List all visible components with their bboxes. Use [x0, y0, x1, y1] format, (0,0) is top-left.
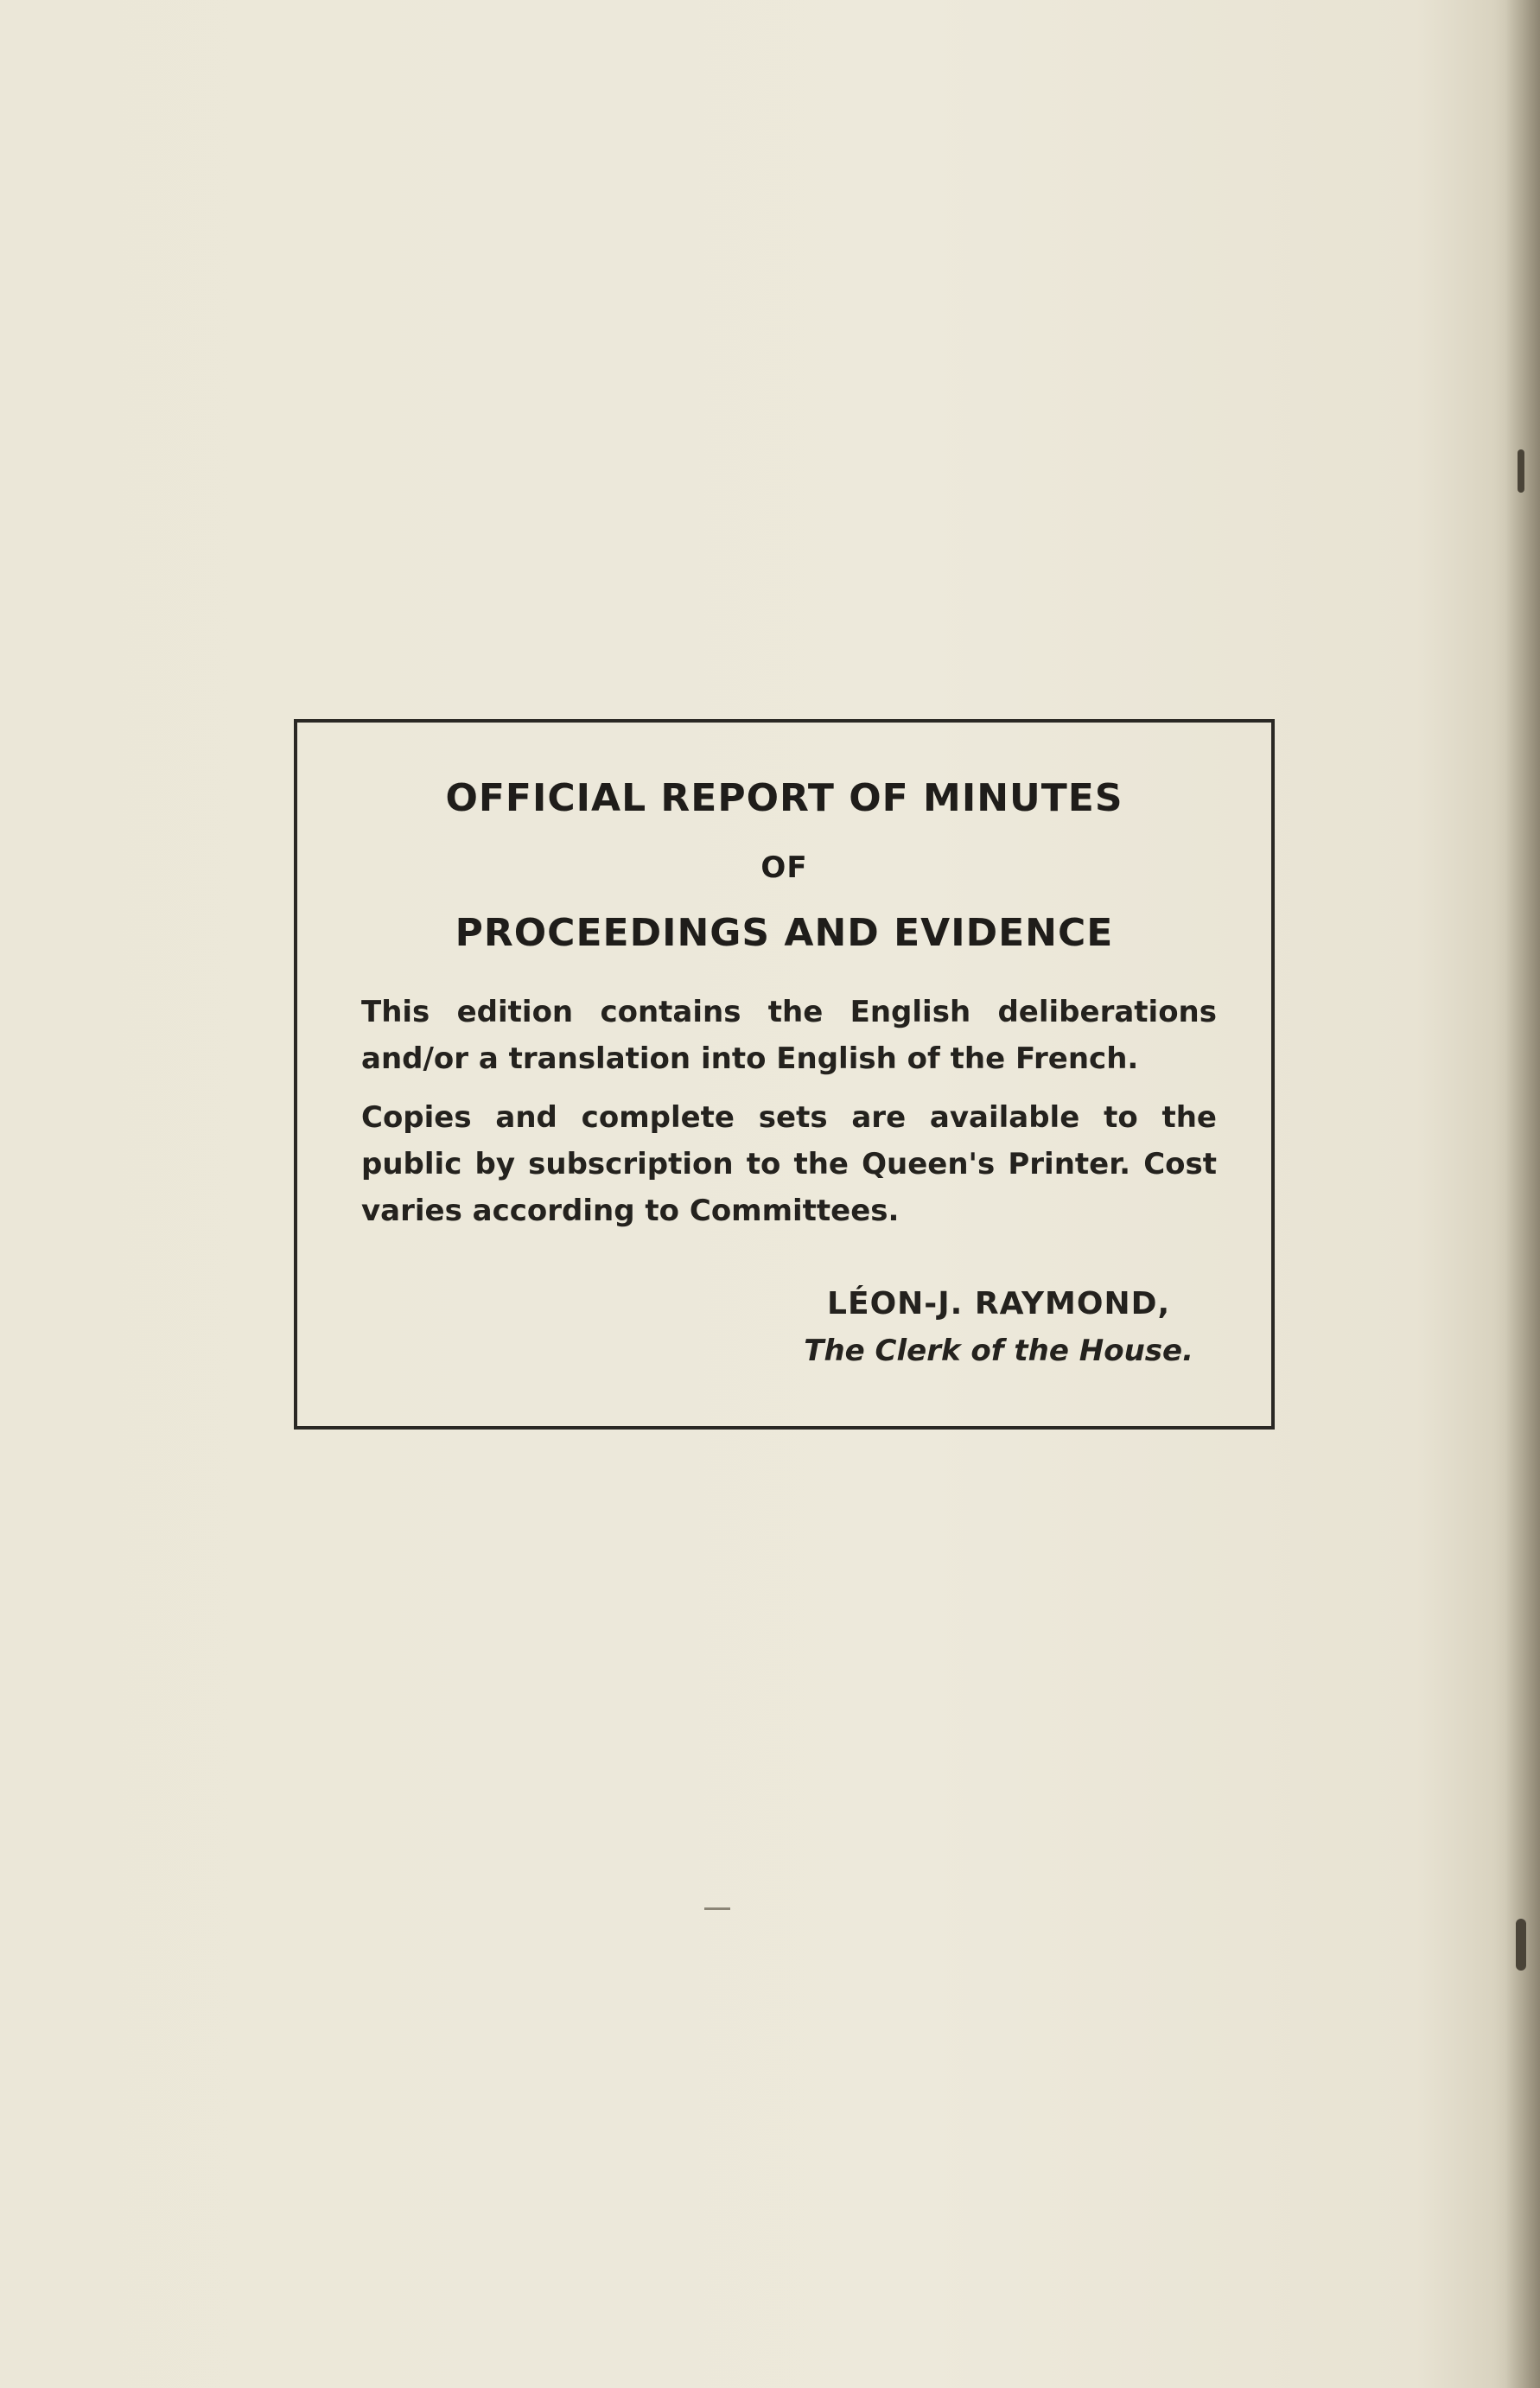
- binding-gutter-shadow: [1505, 0, 1540, 2388]
- signature-block: [804, 1281, 1193, 1374]
- binding-mark: [1518, 449, 1524, 493]
- notice-title-line-1: OFFICIAL REPORT OF MINUTES: [445, 776, 1123, 820]
- edition-statement: This edition contains the English deliberations and/or a translation into English of the French.: [361, 995, 1217, 1076]
- signatory-name: LÉON-J. RAYMOND,: [827, 1286, 1171, 1321]
- subscription-statement: Copies and complete sets are available to the public by subscription to the Queen's Printer. Cost varies according to Committees.: [361, 1100, 1217, 1228]
- notice-title-line-3: PROCEEDINGS AND EVIDENCE: [455, 911, 1114, 955]
- page-mark: [704, 1907, 730, 1910]
- signatory-title: The Clerk of the House.: [804, 1334, 1193, 1368]
- binding-mark: [1516, 1919, 1526, 1971]
- official-notice-box: [294, 719, 1275, 1430]
- notice-title-line-2: OF: [760, 850, 808, 885]
